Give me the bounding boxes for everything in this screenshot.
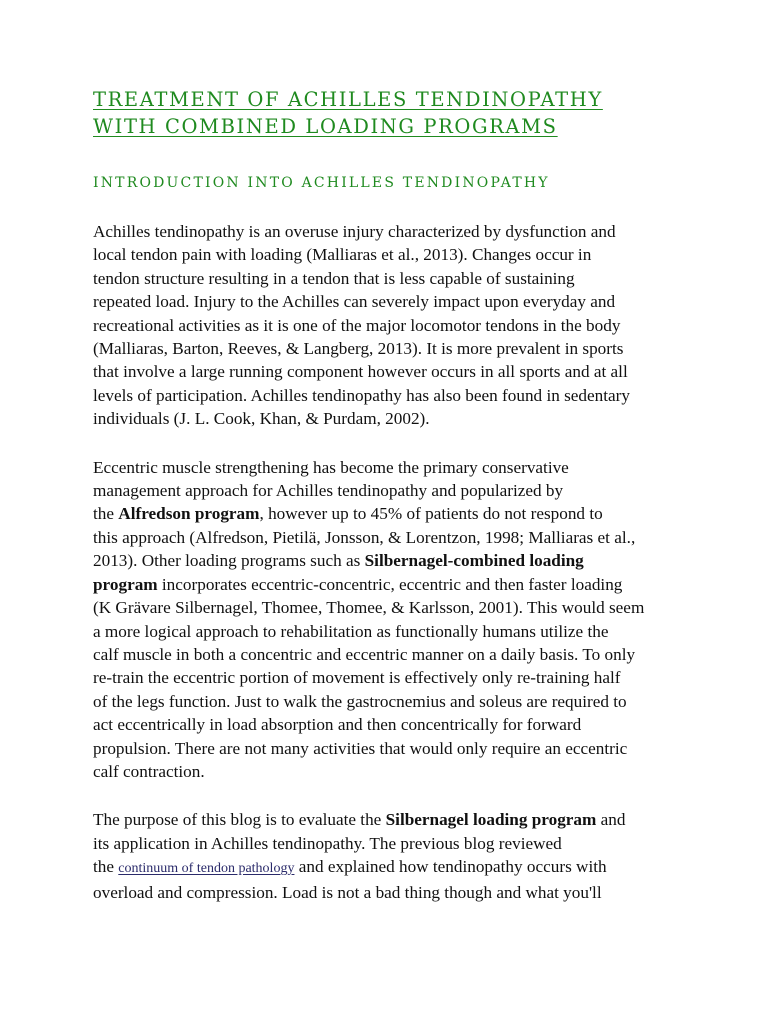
document-title [93,86,679,140]
text-run: the [93,504,119,524]
paragraph-line: that involve a large running component however occurs in all sports and at all [93,362,628,382]
text-run: , however up to 45% of patients do not respond to [259,504,603,524]
paragraph-line: (Malliaras, Barton, Reeves, & Langberg, 2013). It is more prevalent in sports [93,339,624,359]
paragraph-line: re-train the eccentric portion of movement is effectively only re-training half [93,668,621,688]
paragraph-line [93,808,679,831]
paragraph-line: management approach for Achilles tendinopathy and popularized by [93,481,564,501]
paragraph-line: this approach (Alfredson, Pietilä, Jonsson, & Lorentzon, 1998; Malliaras et al., [93,527,636,547]
paragraph-line [93,549,679,572]
paragraph-line: individuals (J. L. Cook, Khan, & Purdam, 2002). [93,409,430,429]
tendon-continuum-link[interactable]: continuum of tendon pathology [118,861,295,877]
text-run: incorporates eccentric-concentric, eccentric and then faster loading [157,574,623,594]
document-page [93,86,679,904]
paragraph-line: propulsion. There are not many activities that would only require an eccentric [93,738,628,758]
text-run: the [93,857,119,877]
paragraph-3 [93,808,679,904]
text-run: The purpose of this blog is to evaluate the [93,810,386,830]
program-term: program [93,574,158,594]
paragraph-line [93,855,679,880]
paragraph-2 [93,456,679,784]
paragraph-line: recreational activities as it is one of the major locomotor tendons in the body [93,315,621,335]
paragraph-line: tendon structure resulting in a tendon that is less capable of sustaining [93,268,575,288]
paragraph-1 [93,220,679,431]
paragraph-line: of the legs function. Just to walk the gastrocnemius and soleus are required to [93,691,627,711]
silbernagel-combined-term: Silbernagel-combined loading [364,551,584,571]
paragraph-line: overload and compression. Load is not a bad thing though and what you'll [93,882,602,902]
section-heading: INTRODUCTION INTO ACHILLES TENDINOPATHY [93,175,550,191]
paragraph-line: Eccentric muscle strengthening has become the primary conservative [93,457,569,477]
paragraph-line: Achilles tendinopathy is an overuse injury characterized by dysfunction and [93,222,616,241]
paragraph-line: calf contraction. [93,761,205,781]
text-run: 2013). Other loading programs such as [93,551,365,571]
paragraph-line [93,502,679,525]
title-line-2: WITH COMBINED LOADING PROGRAMS [93,115,558,138]
paragraph-line: act eccentrically in load absorption and then concentrically for forward [93,715,582,735]
paragraph-line: repeated load. Injury to the Achilles can severely impact upon everyday and [93,292,616,312]
title-line-1: TREATMENT OF ACHILLES TENDINOPATHY [93,88,603,111]
paragraph-line: calf muscle in both a concentric and eccentric manner on a daily basis. To only [93,644,636,664]
alfredson-program-term: Alfredson program [118,504,260,524]
paragraph-line: levels of participation. Achilles tendinopathy has also been found in sedentary [93,385,630,405]
paragraph-line: (K Grävare Silbernagel, Thomee, Thomee, & Karlsson, 2001). This would seem [93,598,645,618]
paragraph-line: local tendon pain with loading (Malliaras et al., 2013). Changes occur in [93,245,592,265]
paragraph-line [93,573,679,596]
text-run: and [596,810,626,830]
text-run: and explained how tendinopathy occurs with [294,857,607,877]
paragraph-line: its application in Achilles tendinopathy. The previous blog reviewed [93,833,562,853]
silbernagel-program-term: Silbernagel loading program [385,810,597,830]
paragraph-line: a more logical approach to rehabilitation as functionally humans utilize the [93,621,609,641]
